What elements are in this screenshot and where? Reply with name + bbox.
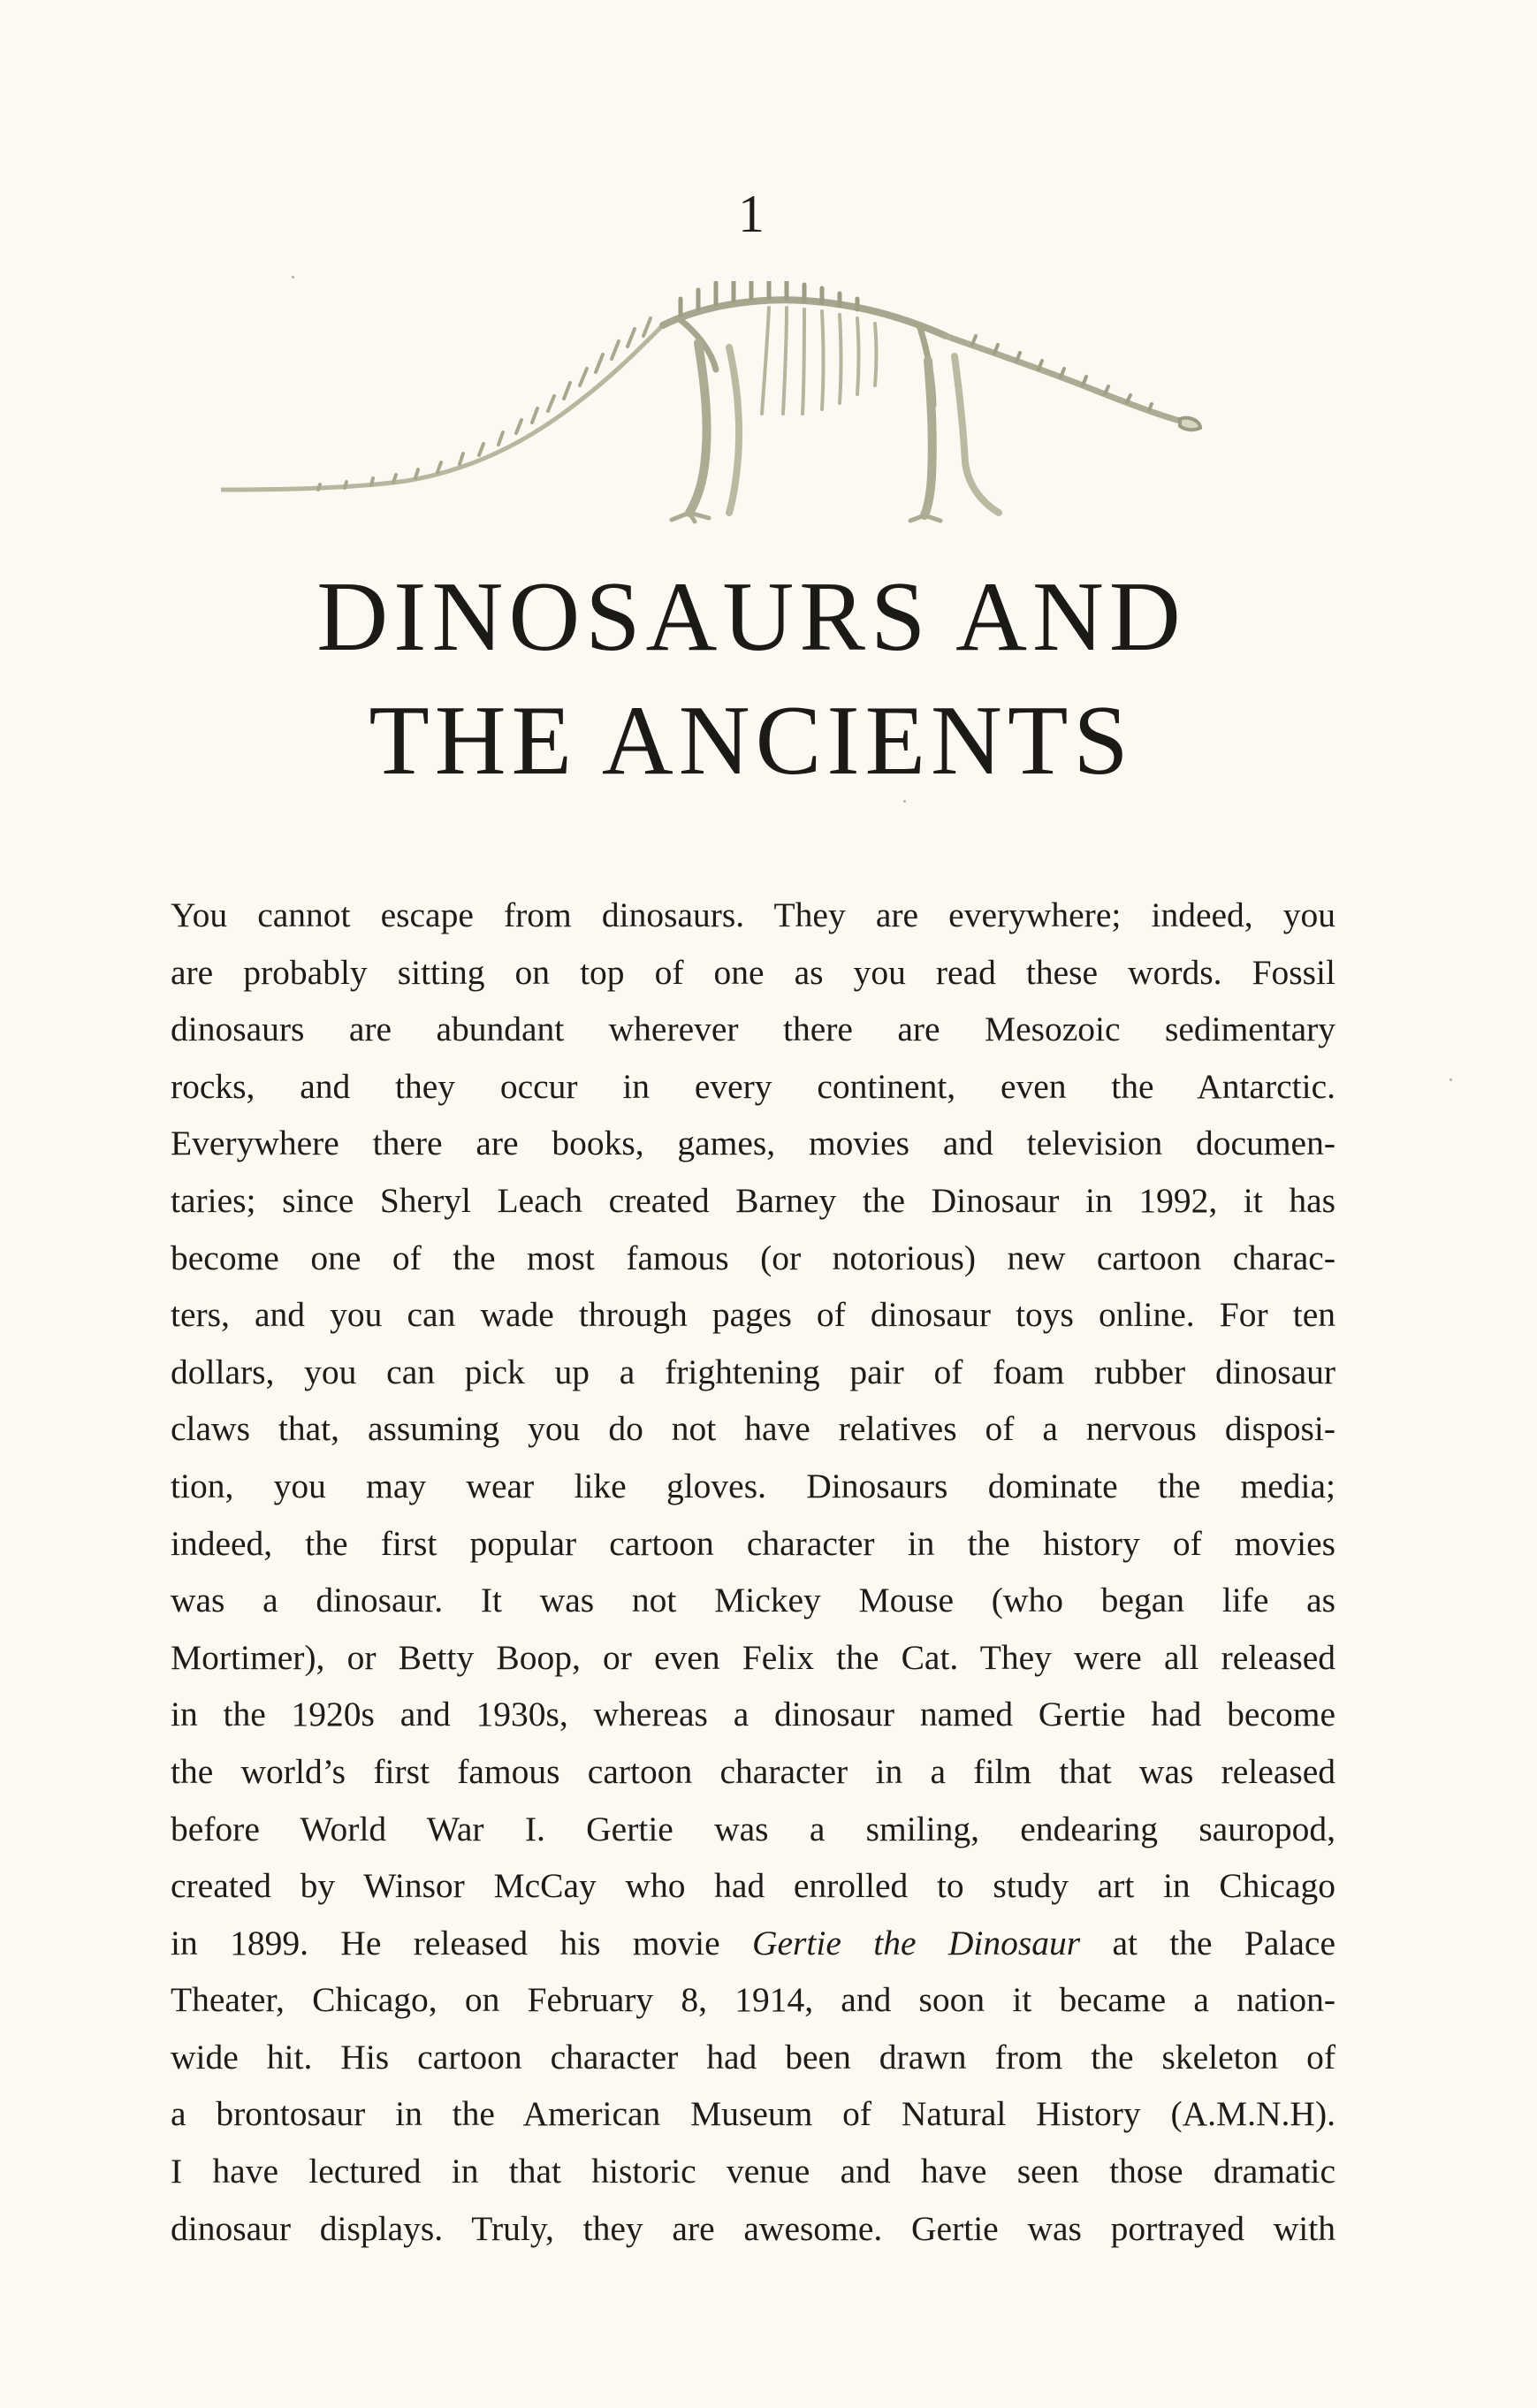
paper-speck	[903, 800, 906, 803]
body-line: the world’s first famous cartoon character in a film that was released	[171, 1751, 1335, 1791]
body-line: dinosaur displays. Truly, they are awesome. Gertie was portrayed with	[171, 2208, 1335, 2248]
film-title-italic: Gertie the Dinosaur	[751, 1923, 1081, 1962]
body-line: a brontosaur in the American Museum of Natural History (A.M.N.H).	[171, 2094, 1335, 2134]
paper-speck	[1449, 1078, 1452, 1081]
body-line: wide hit. His cartoon character had been drawn from the skeleton of	[171, 2037, 1335, 2077]
chapter-title-line-1: DINOSAURS AND	[316, 562, 1186, 672]
paper-speck	[292, 276, 294, 278]
body-line: are probably sitting on top of one as you read these words. Fossil	[171, 952, 1335, 992]
body-line: tion, you may wear like gloves. Dinosaurs dominate the media;	[171, 1466, 1335, 1505]
body-line: Everywhere there are books, games, movies and television documen-	[171, 1124, 1335, 1163]
body-line: before World War I. Gertie was a smiling, endearing sauropod,	[171, 1809, 1335, 1848]
body-line: Mortimer), or Betty Boop, or even Felix the Cat. They were all released	[171, 1637, 1335, 1677]
body-line: ters, and you can wade through pages of dinosaur toys online. For ten	[171, 1295, 1335, 1335]
body-line: become one of the most famous (or notorious) new cartoon charac-	[171, 1238, 1335, 1277]
body-line: rocks, and they occur in every continent, even the Antarctic.	[171, 1066, 1335, 1106]
body-text-run: at the Palace	[1080, 1923, 1335, 1962]
body-line: I have lectured in that historic venue and have seen those dramatic	[171, 2152, 1335, 2191]
body-line: indeed, the first popular cartoon character in the history of movies	[171, 1523, 1335, 1563]
body-line: claws that, assuming you do not have relatives of a nervous disposi-	[171, 1409, 1335, 1449]
body-line: dinosaurs are abundant wherever there are Mesozoic sedimentary	[171, 1010, 1335, 1049]
chapter-title	[0, 555, 1503, 803]
chapter-number: 1	[738, 185, 765, 243]
body-paragraph	[171, 887, 1335, 2257]
body-line: You cannot escape from dinosaurs. They are everywhere; indeed, you	[171, 895, 1335, 934]
body-text-run: in 1899. He released his movie	[171, 1923, 752, 1962]
chapter-title-line-2: THE ANCIENTS	[369, 686, 1134, 796]
body-line: in the 1920s and 1930s, whereas a dinosaur named Gertie had become	[171, 1695, 1335, 1734]
body-line-with-italic	[171, 1915, 1335, 1972]
body-line: created by Winsor McCay who had enrolled to study art in Chicago	[171, 1866, 1335, 1906]
dinosaur-skeleton-icon	[221, 281, 1202, 529]
body-line: was a dinosaur. It was not Mickey Mouse (who began life as	[171, 1581, 1335, 1620]
body-line: dollars, you can pick up a frightening pair of foam rubber dinosaur	[171, 1352, 1335, 1391]
body-line: Theater, Chicago, on February 8, 1914, and soon it became a nation-	[171, 1980, 1335, 2020]
body-line: taries; since Sheryl Leach created Barney the Dinosaur in 1992, it has	[171, 1180, 1335, 1220]
